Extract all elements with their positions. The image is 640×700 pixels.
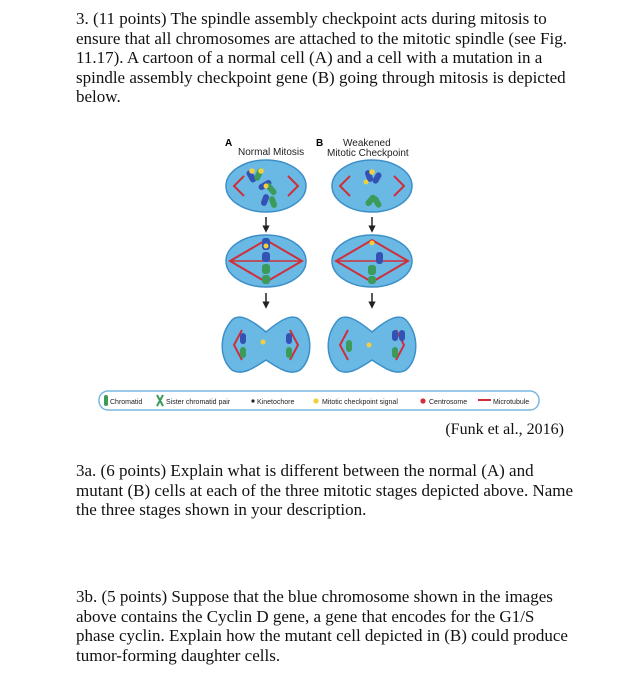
chromatid-icon: [104, 395, 108, 406]
legend-sister-chromatid-pair: Sister chromatid pair: [166, 399, 231, 406]
panel-b-anaphase-cell: [328, 317, 416, 372]
figure-citation: (Funk et al., 2016): [445, 421, 564, 438]
panel-b-title-line2: Mitotic Checkpoint: [327, 148, 409, 159]
panel-a-metaphase-cell: [226, 235, 306, 287]
legend-kinetochore: Kinetochore: [257, 399, 295, 406]
question-3-text: 3. (11 points) The spindle assembly checkpoint acts during mitosis to ensure that all chromosomes are attached to the mitotic spindle (see Fig. 11.17). A cartoon of a normal cell (A) and a cell with a mutation in a spindle assembly checkpoint gene (B) going through mitosis is depicted below.: [76, 9, 567, 106]
kinetochore-icon: [251, 399, 254, 402]
legend-microtubule: Microtubule: [493, 399, 530, 406]
legend-centrosome: Centrosome: [429, 399, 468, 406]
question-3b-text: 3b. (5 points) Suppose that the blue chromosome shown in the images above contains the Cyclin D gene, a gene that encodes for the G1/S phase cyclin. Explain how the mutant cell depicted in (B) could produce tumor-forming daughter cells.: [76, 587, 568, 665]
legend-chromatid: Chromatid: [110, 399, 143, 406]
question-3a-text: 3a. (6 points) Explain what is different between the normal (A) and mutant (B) cells at each of the three mitotic stages depicted above. Name the three stages shown in your description.: [76, 461, 574, 519]
panel-a-letter: A: [225, 138, 233, 149]
centrosome-icon: [420, 398, 425, 403]
figure-legend: [99, 391, 539, 410]
panel-b-letter: B: [316, 138, 324, 149]
panel-a-prometaphase-cell: [226, 160, 306, 212]
panel-b-prometaphase-cell: [332, 160, 412, 212]
panel-b-metaphase-cell: [332, 235, 412, 287]
panel-a-title: Normal Mitosis: [238, 147, 305, 158]
panel-b-title-line1: Weakened: [343, 138, 391, 149]
legend-checkpoint-signal: Mitotic checkpoint signal: [322, 399, 398, 406]
checkpoint-signal-icon: [313, 398, 318, 403]
panel-a-anaphase-cell: [222, 317, 310, 372]
